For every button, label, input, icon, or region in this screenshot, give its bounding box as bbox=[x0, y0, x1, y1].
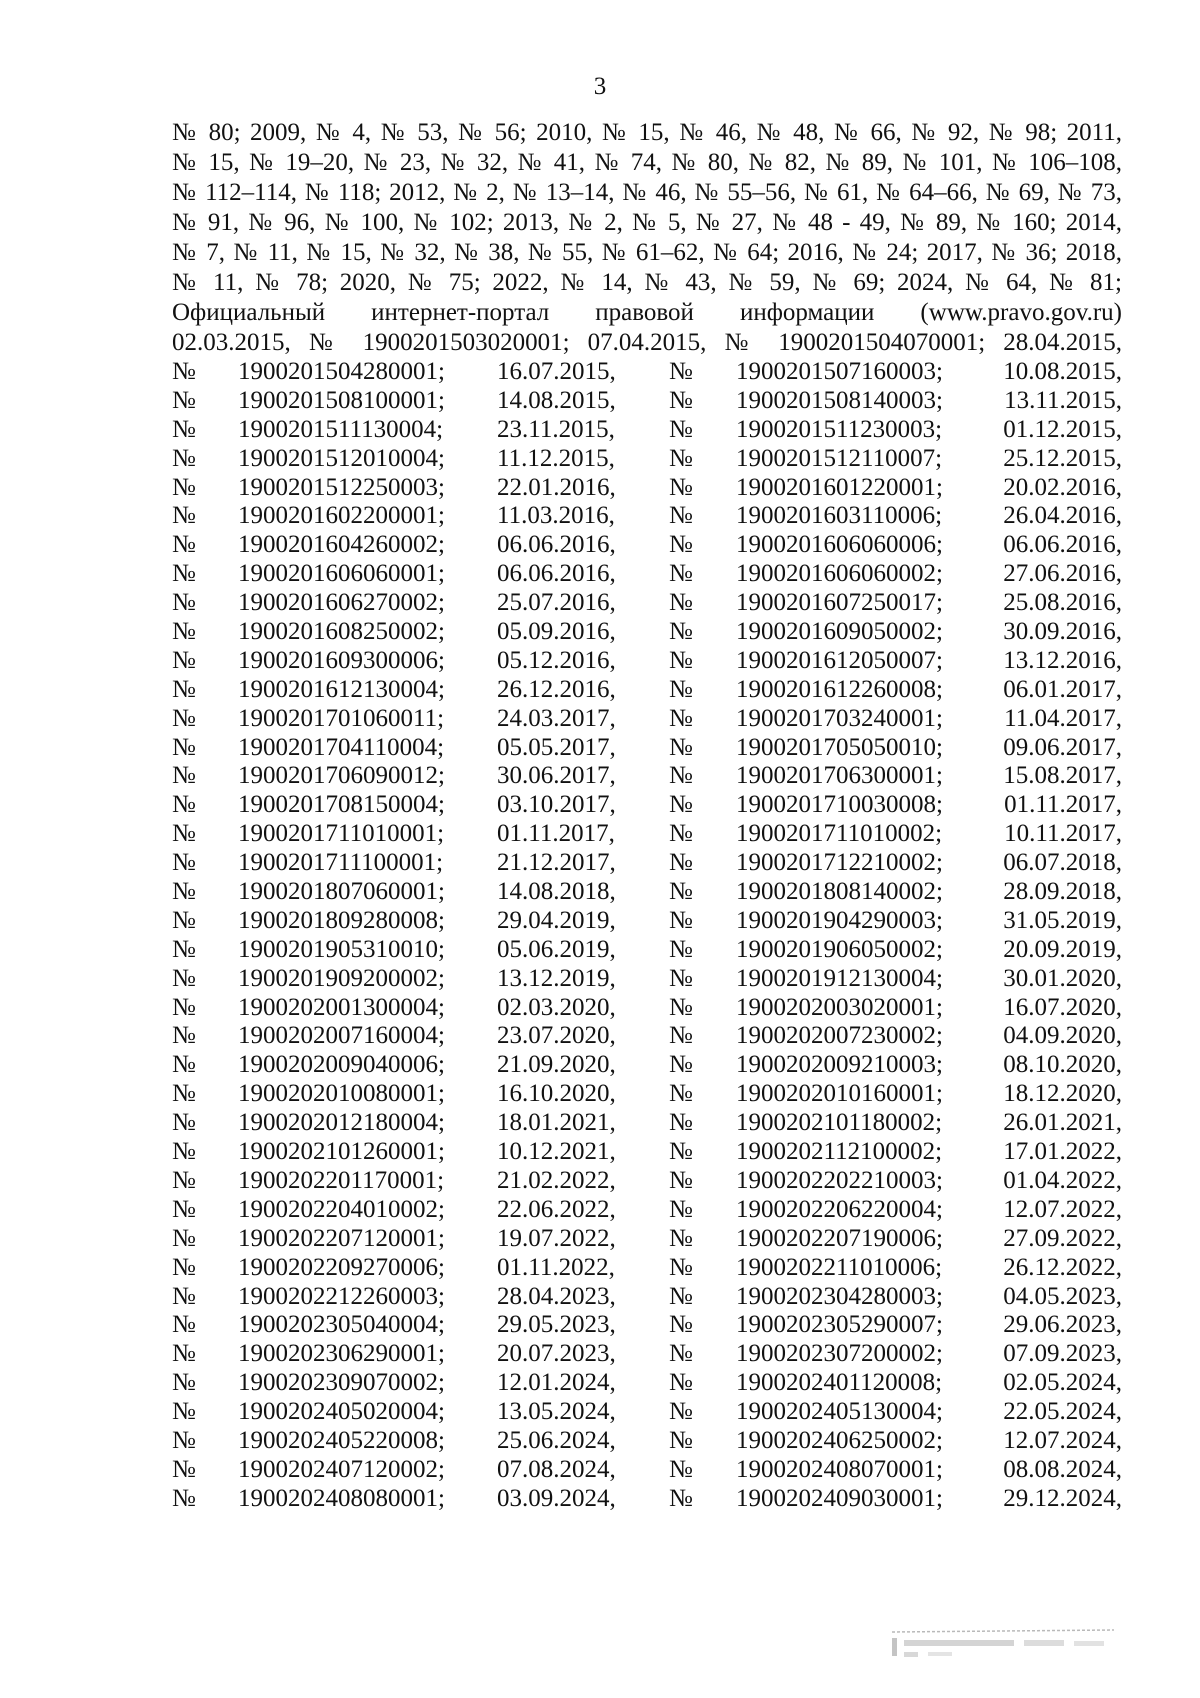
publication-date: 12.07.2022, bbox=[1003, 1195, 1122, 1223]
publication-date: 05.12.2016, bbox=[497, 646, 616, 674]
publication-date: 26.04.2016, bbox=[1003, 502, 1122, 530]
publication-date: 13.11.2015, bbox=[1004, 386, 1122, 414]
number-sign: № bbox=[172, 1282, 196, 1310]
registration-number: 1900202206220004; bbox=[736, 1195, 943, 1223]
number-sign: № bbox=[669, 444, 693, 472]
list-row bbox=[172, 1022, 1122, 1051]
faded-stamp bbox=[888, 1624, 1118, 1664]
list-row bbox=[172, 705, 1122, 734]
registration-number: 1900201504280001; bbox=[238, 358, 445, 385]
registration-number: 1900202409030001; bbox=[736, 1484, 943, 1512]
registration-number: 1900201606270002; bbox=[238, 589, 445, 617]
registration-number: 1900202407120002; bbox=[238, 1455, 445, 1483]
publication-date: 01.11.2017, bbox=[497, 820, 615, 848]
list-row bbox=[172, 1485, 1122, 1514]
number-sign: № bbox=[172, 502, 196, 530]
number-sign: № bbox=[669, 1253, 693, 1281]
number-sign: № bbox=[669, 1166, 693, 1194]
publication-date: 06.06.2016, bbox=[1003, 531, 1122, 559]
publication-date: 26.12.2022, bbox=[1003, 1253, 1122, 1281]
registration-number: 1900202007160004; bbox=[238, 1022, 445, 1050]
number-sign: № bbox=[172, 1138, 196, 1166]
registration-number: 1900202202210003; bbox=[736, 1166, 943, 1194]
publication-date: 19.07.2022, bbox=[497, 1224, 616, 1252]
publication-date: 25.12.2015, bbox=[1003, 444, 1122, 472]
registration-number: 1900202305040004; bbox=[238, 1311, 445, 1339]
number-sign: № bbox=[172, 1253, 196, 1281]
registration-number: 1900202204010002; bbox=[238, 1195, 445, 1223]
publication-date: 13.05.2024, bbox=[497, 1398, 616, 1426]
registration-number: 1900201609050002; bbox=[736, 618, 943, 646]
page-number: 3 bbox=[593, 73, 607, 100]
registration-number: 1900201711100001; bbox=[238, 849, 444, 877]
publication-date: 13.12.2016, bbox=[1003, 646, 1122, 674]
registration-number: 1900202212260003; bbox=[238, 1282, 445, 1310]
list-row bbox=[172, 1340, 1122, 1369]
list-row bbox=[172, 647, 1122, 676]
number-sign: № bbox=[172, 878, 196, 906]
registration-number: 1900201712210002; bbox=[736, 849, 943, 877]
list-row bbox=[172, 358, 1122, 387]
list-row bbox=[172, 1109, 1122, 1138]
number-sign: № bbox=[669, 1340, 693, 1368]
number-sign: № bbox=[172, 1224, 196, 1252]
publication-date: 05.05.2017, bbox=[497, 733, 616, 761]
number-sign: № bbox=[172, 993, 196, 1021]
registration-number: 1900202001300004; bbox=[238, 993, 445, 1021]
number-sign: № bbox=[669, 646, 693, 674]
registration-number: 1900201705050010; bbox=[736, 733, 943, 761]
publication-date: 18.12.2020, bbox=[1003, 1080, 1122, 1108]
number-sign: № bbox=[669, 762, 693, 790]
publication-date: 16.07.2020, bbox=[1003, 993, 1122, 1021]
list-row bbox=[172, 1369, 1122, 1398]
publication-date: 15.08.2017, bbox=[1003, 762, 1122, 790]
registration-number: 1900201512010004; bbox=[238, 444, 445, 472]
registration-number: 1900202201170001; bbox=[238, 1166, 445, 1194]
registration-number: 1900201711010002; bbox=[736, 820, 943, 848]
number-sign: № bbox=[172, 646, 196, 674]
registration-number: 1900201606060002; bbox=[736, 560, 943, 588]
number-sign: № bbox=[172, 1166, 196, 1194]
number-sign: № bbox=[172, 964, 196, 992]
publication-date: 16.07.2015, bbox=[497, 358, 616, 385]
number-sign: № bbox=[172, 1080, 196, 1108]
publication-date: 23.07.2020, bbox=[497, 1022, 616, 1050]
publication-list bbox=[172, 358, 1122, 1514]
number-sign: № bbox=[172, 1369, 196, 1397]
number-sign: № bbox=[669, 386, 693, 414]
publication-date: 21.09.2020, bbox=[497, 1051, 616, 1079]
number-sign: № bbox=[669, 791, 693, 819]
list-row bbox=[172, 531, 1122, 560]
number-sign: № bbox=[172, 589, 196, 617]
number-sign: № bbox=[172, 473, 196, 501]
list-row bbox=[172, 676, 1122, 705]
publication-date: 27.06.2016, bbox=[1003, 560, 1122, 588]
number-sign: № bbox=[669, 1051, 693, 1079]
registration-number: 1900201508140003; bbox=[736, 386, 943, 414]
registration-number: 1900202405130004; bbox=[736, 1398, 943, 1426]
number-sign: № bbox=[669, 1369, 693, 1397]
publication-date: 06.01.2017, bbox=[1003, 675, 1122, 703]
intro-line: № 15, № 19–20, № 23, № 32, № 41, № 74, № 80, № 82, № 89, № 101, № 106–108, bbox=[172, 149, 1122, 176]
publication-date: 01.04.2022, bbox=[1003, 1166, 1122, 1194]
registration-number: 1900201808140002; bbox=[736, 878, 943, 906]
number-sign: № bbox=[669, 1080, 693, 1108]
publication-date: 20.07.2023, bbox=[497, 1340, 616, 1368]
publication-date: 10.12.2021, bbox=[497, 1138, 616, 1166]
intro-line: № 7, № 11, № 15, № 32, № 38, № 55, № 61–62, № 64; 2016, № 24; 2017, № 36; 2018, bbox=[172, 239, 1122, 266]
publication-date: 27.09.2022, bbox=[1003, 1224, 1122, 1252]
intro-line: № 11, № 78; 2020, № 75; 2022, № 14, № 43, № 59, № 69; 2024, № 64, № 81; bbox=[172, 269, 1122, 296]
number-sign: № bbox=[669, 878, 693, 906]
publication-date: 22.01.2016, bbox=[497, 473, 616, 501]
publication-date: 04.09.2020, bbox=[1003, 1022, 1122, 1050]
number-sign: № bbox=[669, 1398, 693, 1426]
list-row bbox=[172, 1138, 1122, 1167]
publication-date: 28.04.2023, bbox=[497, 1282, 616, 1310]
registration-number: 1900201909200002; bbox=[238, 964, 445, 992]
registration-number: 1900201604260002; bbox=[238, 531, 445, 559]
number-sign: № bbox=[669, 1138, 693, 1166]
registration-number: 1900202406250002; bbox=[736, 1426, 943, 1454]
number-sign: № bbox=[172, 1398, 196, 1426]
publication-date: 14.08.2018, bbox=[497, 878, 616, 906]
publication-date: 16.10.2020, bbox=[497, 1080, 616, 1108]
list-row bbox=[172, 878, 1122, 907]
publication-date: 20.02.2016, bbox=[1003, 473, 1122, 501]
registration-number: 1900201905310010; bbox=[238, 935, 445, 963]
publication-date: 30.01.2020, bbox=[1003, 964, 1122, 992]
publication-date: 12.01.2024, bbox=[497, 1369, 616, 1397]
list-row bbox=[172, 1456, 1122, 1485]
number-sign: № bbox=[669, 618, 693, 646]
registration-number: 1900201601220001; bbox=[736, 473, 943, 501]
registration-number: 1900201511130004; bbox=[238, 415, 444, 443]
publication-date: 29.12.2024, bbox=[1003, 1484, 1122, 1512]
registration-number: 1900202309070002; bbox=[238, 1369, 445, 1397]
list-row bbox=[172, 849, 1122, 878]
registration-number: 1900201609300006; bbox=[238, 646, 445, 674]
registration-number: 1900201507160003; bbox=[736, 358, 943, 385]
list-row bbox=[172, 1311, 1122, 1340]
intro-line: Официальный интернет-портал правовой информации (www.pravo.gov.ru) bbox=[172, 299, 1122, 326]
number-sign: № bbox=[669, 849, 693, 877]
registration-number: 1900202405020004; bbox=[238, 1398, 445, 1426]
publication-date: 22.05.2024, bbox=[1003, 1398, 1122, 1426]
number-sign: № bbox=[669, 1224, 693, 1252]
list-row bbox=[172, 994, 1122, 1023]
number-sign: № bbox=[669, 531, 693, 559]
registration-number: 1900202401120008; bbox=[736, 1369, 943, 1397]
publication-date: 11.12.2015, bbox=[497, 444, 615, 472]
number-sign: № bbox=[172, 704, 196, 732]
number-sign: № bbox=[669, 733, 693, 761]
number-sign: № bbox=[172, 820, 196, 848]
number-sign: № bbox=[172, 1109, 196, 1137]
publication-date: 25.06.2024, bbox=[497, 1426, 616, 1454]
publication-date: 08.10.2020, bbox=[1003, 1051, 1122, 1079]
number-sign: № bbox=[172, 1455, 196, 1483]
registration-number: 1900202009210003; bbox=[736, 1051, 943, 1079]
publication-date: 05.09.2016, bbox=[497, 618, 616, 646]
number-sign: № bbox=[669, 704, 693, 732]
publication-date: 20.09.2019, bbox=[1003, 935, 1122, 963]
list-row bbox=[172, 907, 1122, 936]
registration-number: 1900201511230003; bbox=[736, 415, 943, 443]
publication-date: 25.07.2016, bbox=[497, 589, 616, 617]
list-row bbox=[172, 936, 1122, 965]
publication-date: 01.11.2022, bbox=[497, 1253, 615, 1281]
publication-date: 03.09.2024, bbox=[497, 1484, 616, 1512]
registration-number: 1900202207120001; bbox=[238, 1224, 445, 1252]
registration-number: 1900201912130004; bbox=[736, 964, 943, 992]
number-sign: № bbox=[669, 675, 693, 703]
publication-date: 21.12.2017, bbox=[497, 849, 616, 877]
registration-number: 1900201906050002; bbox=[736, 935, 943, 963]
registration-number: 1900202009040006; bbox=[238, 1051, 445, 1079]
registration-number: 1900201704110004; bbox=[238, 733, 445, 761]
publication-date: 30.09.2016, bbox=[1003, 618, 1122, 646]
publication-date: 14.08.2015, bbox=[497, 386, 616, 414]
publication-date: 31.05.2019, bbox=[1003, 906, 1122, 934]
number-sign: № bbox=[669, 502, 693, 530]
publication-date: 23.11.2015, bbox=[497, 415, 615, 443]
intro-line: 02.03.2015, № 1900201503020001; 07.04.2015, № 1900201504070001; 28.04.2015, bbox=[172, 329, 1122, 356]
publication-date: 08.08.2024, bbox=[1003, 1455, 1122, 1483]
number-sign: № bbox=[172, 415, 196, 443]
list-row bbox=[172, 820, 1122, 849]
list-row bbox=[172, 502, 1122, 531]
publication-date: 01.11.2017, bbox=[1004, 791, 1122, 819]
publication-date: 10.11.2017, bbox=[1004, 820, 1122, 848]
publication-date: 29.04.2019, bbox=[497, 906, 616, 934]
number-sign: № bbox=[172, 1484, 196, 1512]
number-sign: № bbox=[172, 906, 196, 934]
number-sign: № bbox=[669, 560, 693, 588]
intro-line: № 112–114, № 118; 2012, № 2, № 13–14, № 46, № 55–56, № 61, № 64–66, № 69, № 73, bbox=[172, 179, 1122, 206]
registration-number: 1900201706090012; bbox=[238, 762, 445, 790]
registration-number: 1900201603110006; bbox=[736, 502, 943, 530]
list-row bbox=[172, 560, 1122, 589]
number-sign: № bbox=[669, 589, 693, 617]
number-sign: № bbox=[669, 1195, 693, 1223]
list-row bbox=[172, 1398, 1122, 1427]
publication-date: 06.06.2016, bbox=[497, 531, 616, 559]
registration-number: 1900201607250017; bbox=[736, 589, 943, 617]
registration-number: 1900202003020001; bbox=[736, 993, 943, 1021]
list-row bbox=[172, 416, 1122, 445]
number-sign: № bbox=[669, 993, 693, 1021]
list-row bbox=[172, 589, 1122, 618]
registration-number: 1900202405220008; bbox=[238, 1426, 445, 1454]
number-sign: № bbox=[669, 1022, 693, 1050]
number-sign: № bbox=[172, 733, 196, 761]
number-sign: № bbox=[172, 849, 196, 877]
number-sign: № bbox=[172, 531, 196, 559]
registration-number: 1900202112100002; bbox=[736, 1138, 943, 1166]
registration-number: 1900201706300001; bbox=[736, 762, 943, 790]
registration-number: 1900202305290007; bbox=[736, 1311, 943, 1339]
registration-number: 1900201809280008; bbox=[238, 906, 445, 934]
registration-number: 1900201612050007; bbox=[736, 646, 943, 674]
publication-date: 11.03.2016, bbox=[497, 502, 615, 530]
number-sign: № bbox=[172, 618, 196, 646]
registration-number: 1900202306290001; bbox=[238, 1340, 445, 1368]
publication-date: 29.05.2023, bbox=[497, 1311, 616, 1339]
publication-date: 30.06.2017, bbox=[497, 762, 616, 790]
number-sign: № bbox=[669, 1311, 693, 1339]
number-sign: № bbox=[172, 358, 196, 385]
publication-date: 17.01.2022, bbox=[1003, 1138, 1122, 1166]
list-row bbox=[172, 1167, 1122, 1196]
registration-number: 1900202010160001; bbox=[736, 1080, 943, 1108]
number-sign: № bbox=[172, 444, 196, 472]
publication-date: 18.01.2021, bbox=[497, 1109, 616, 1137]
registration-number: 1900202207190006; bbox=[736, 1224, 943, 1252]
number-sign: № bbox=[172, 1340, 196, 1368]
list-row bbox=[172, 791, 1122, 820]
registration-number: 1900201508100001; bbox=[238, 386, 445, 414]
registration-number: 1900201512110007; bbox=[736, 444, 943, 472]
publication-date: 07.09.2023, bbox=[1003, 1340, 1122, 1368]
registration-number: 1900201606060006; bbox=[736, 531, 943, 559]
publication-date: 06.07.2018, bbox=[1003, 849, 1122, 877]
registration-number: 1900201608250002; bbox=[238, 618, 445, 646]
registration-number: 1900202101180002; bbox=[736, 1109, 943, 1137]
publication-date: 03.10.2017, bbox=[497, 791, 616, 819]
publication-date: 29.06.2023, bbox=[1003, 1311, 1122, 1339]
list-row bbox=[172, 762, 1122, 791]
list-row bbox=[172, 445, 1122, 474]
publication-date: 10.08.2015, bbox=[1003, 358, 1122, 385]
publication-date: 01.12.2015, bbox=[1003, 415, 1122, 443]
list-row bbox=[172, 1427, 1122, 1456]
registration-number: 1900202012180004; bbox=[238, 1109, 445, 1137]
list-row bbox=[172, 474, 1122, 503]
registration-number: 1900201602200001; bbox=[238, 502, 445, 530]
registration-number: 1900202408080001; bbox=[238, 1484, 445, 1512]
number-sign: № bbox=[669, 820, 693, 848]
publication-date: 05.06.2019, bbox=[497, 935, 616, 963]
registration-number: 1900202101260001; bbox=[238, 1138, 445, 1166]
number-sign: № bbox=[172, 1426, 196, 1454]
registration-number: 1900202007230002; bbox=[736, 1022, 943, 1050]
publication-date: 25.08.2016, bbox=[1003, 589, 1122, 617]
list-row bbox=[172, 1051, 1122, 1080]
publication-date: 06.06.2016, bbox=[497, 560, 616, 588]
publication-date: 04.05.2023, bbox=[1003, 1282, 1122, 1310]
registration-number: 1900202307200002; bbox=[736, 1340, 943, 1368]
intro-line: № 80; 2009, № 4, № 53, № 56; 2010, № 15, № 46, № 48, № 66, № 92, № 98; 2011, bbox=[172, 119, 1122, 146]
number-sign: № bbox=[172, 791, 196, 819]
list-row bbox=[172, 1225, 1122, 1254]
list-row bbox=[172, 965, 1122, 994]
number-sign: № bbox=[669, 473, 693, 501]
publication-date: 02.05.2024, bbox=[1003, 1369, 1122, 1397]
list-row bbox=[172, 1196, 1122, 1225]
number-sign: № bbox=[172, 386, 196, 414]
registration-number: 1900202211010006; bbox=[736, 1253, 943, 1281]
registration-number: 1900202304280003; bbox=[736, 1282, 943, 1310]
registration-number: 1900201606060001; bbox=[238, 560, 445, 588]
list-row bbox=[172, 387, 1122, 416]
number-sign: № bbox=[172, 762, 196, 790]
number-sign: № bbox=[669, 1455, 693, 1483]
number-sign: № bbox=[669, 358, 693, 385]
publication-date: 12.07.2024, bbox=[1003, 1426, 1122, 1454]
list-row bbox=[172, 1080, 1122, 1109]
number-sign: № bbox=[669, 415, 693, 443]
registration-number: 1900202010080001; bbox=[238, 1080, 445, 1108]
publication-date: 26.01.2021, bbox=[1003, 1109, 1122, 1137]
number-sign: № bbox=[172, 1311, 196, 1339]
list-row bbox=[172, 1283, 1122, 1312]
registration-number: 1900201708150004; bbox=[238, 791, 445, 819]
publication-date: 21.02.2022, bbox=[497, 1166, 616, 1194]
registration-number: 1900201711010001; bbox=[238, 820, 445, 848]
number-sign: № bbox=[669, 1484, 693, 1512]
number-sign: № bbox=[172, 1195, 196, 1223]
number-sign: № bbox=[669, 935, 693, 963]
registration-number: 1900201904290003; bbox=[736, 906, 943, 934]
publication-date: 22.06.2022, bbox=[497, 1195, 616, 1223]
number-sign: № bbox=[172, 1022, 196, 1050]
list-row bbox=[172, 618, 1122, 647]
intro-paragraph bbox=[172, 118, 1122, 358]
registration-number: 1900201701060011; bbox=[238, 704, 445, 732]
registration-number: 1900201612130004; bbox=[238, 675, 445, 703]
registration-number: 1900201807060001; bbox=[238, 878, 445, 906]
list-row bbox=[172, 734, 1122, 763]
publication-date: 24.03.2017, bbox=[497, 704, 616, 732]
publication-date: 02.03.2020, bbox=[497, 993, 616, 1021]
number-sign: № bbox=[172, 675, 196, 703]
number-sign: № bbox=[172, 560, 196, 588]
registration-number: 1900201703240001; bbox=[736, 704, 943, 732]
publication-date: 28.09.2018, bbox=[1003, 878, 1122, 906]
number-sign: № bbox=[172, 1051, 196, 1079]
registration-number: 1900202408070001; bbox=[736, 1455, 943, 1483]
registration-number: 1900202209270006; bbox=[238, 1253, 445, 1281]
number-sign: № bbox=[669, 1109, 693, 1137]
publication-date: 13.12.2019, bbox=[497, 964, 616, 992]
registration-number: 1900201612260008; bbox=[736, 675, 943, 703]
publication-date: 07.08.2024, bbox=[497, 1455, 616, 1483]
publication-date: 09.06.2017, bbox=[1003, 733, 1122, 761]
number-sign: № bbox=[669, 964, 693, 992]
publication-date: 26.12.2016, bbox=[497, 675, 616, 703]
intro-line: № 91, № 96, № 100, № 102; 2013, № 2, № 5, № 27, № 48 - 49, № 89, № 160; 2014, bbox=[172, 209, 1122, 236]
registration-number: 1900201512250003; bbox=[238, 473, 445, 501]
list-row bbox=[172, 1254, 1122, 1283]
number-sign: № bbox=[669, 906, 693, 934]
publication-date: 11.04.2017, bbox=[1004, 704, 1122, 732]
number-sign: № bbox=[172, 935, 196, 963]
number-sign: № bbox=[669, 1426, 693, 1454]
number-sign: № bbox=[669, 1282, 693, 1310]
registration-number: 1900201710030008; bbox=[736, 791, 943, 819]
